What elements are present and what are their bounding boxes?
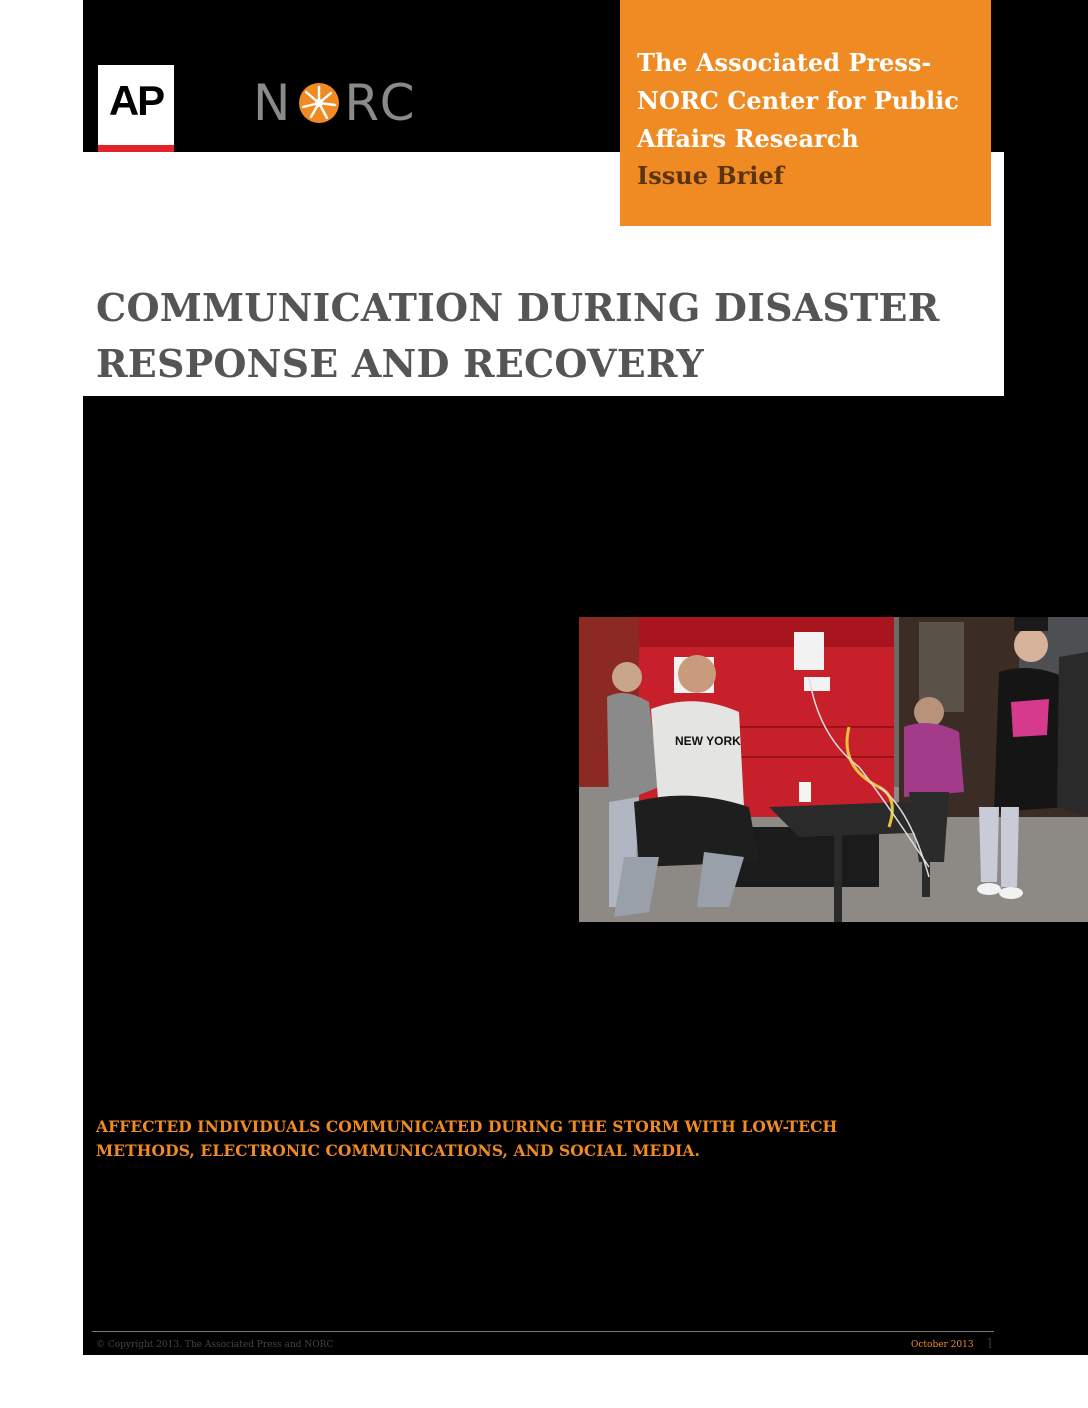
photo: [579, 617, 1088, 922]
photo-people-charging-phones-icon: [579, 617, 1088, 922]
footer-copyright: © Copyright 2013. The Associated Press and NORC: [96, 1340, 334, 1350]
page-number: 1: [986, 1337, 995, 1352]
center-name-box: [620, 0, 991, 226]
norc-logo-suffix: RC: [344, 74, 418, 132]
footer-date: October 2013: [911, 1340, 974, 1350]
center-name: The Associated Press-NORC Center for Public Affairs Research: [637, 48, 959, 153]
ap-logo: [98, 65, 174, 152]
page-title: COMMUNICATION DURING DISASTER RESPONSE AND RECOVERY: [96, 285, 940, 386]
norc-logo-prefix: N: [253, 74, 294, 132]
section-heading: AFFECTED INDIVIDUALS COMMUNICATED DURING THE STORM WITH LOW-TECH METHODS, ELECTRONIC COMMUNICATIONS, AND SOCIAL MEDIA.: [96, 1117, 838, 1160]
document-type-label: Issue Brief: [637, 161, 784, 190]
ap-logo-red-bar: [98, 145, 174, 152]
norc-logo: [253, 76, 418, 130]
ap-logo-text: AP: [108, 77, 164, 124]
svg-text:NEW YORK: NEW YORK: [675, 734, 741, 748]
norc-starburst-icon: [297, 81, 341, 125]
footer-divider: [92, 1331, 994, 1332]
